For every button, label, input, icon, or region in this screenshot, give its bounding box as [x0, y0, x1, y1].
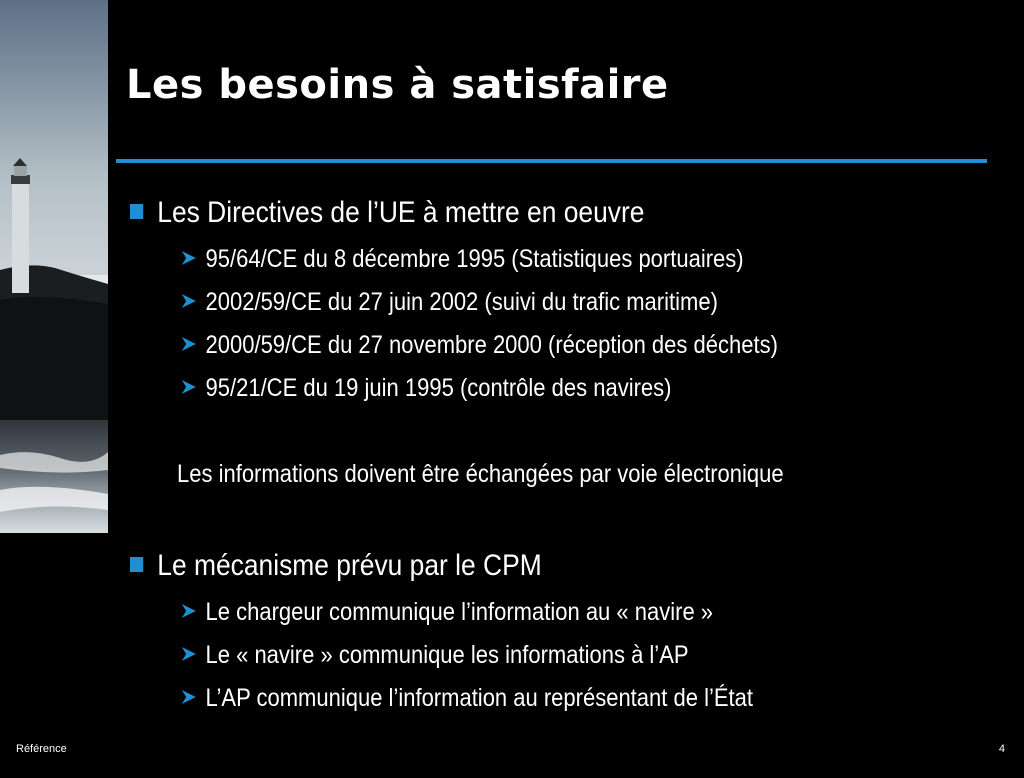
list-item: 95/64/CE du 8 décembre 1995 (Statistiques portuaires) [180, 245, 744, 274]
square-bullet-icon [130, 204, 143, 219]
list-item: 95/21/CE du 19 juin 1995 (contrôle des navires) [180, 374, 671, 403]
arrow-bullet-icon [180, 644, 198, 664]
slide-title: Les besoins à satisfaire [126, 62, 669, 108]
lighthouse-photo [0, 0, 108, 533]
section-heading: Le mécanisme prévu par le CPM [130, 549, 542, 583]
list-item: Le « navire » communique les informations à l’AP [180, 641, 689, 670]
list-item: 2000/59/CE du 27 novembre 2000 (réception des déchets) [180, 331, 778, 360]
arrow-bullet-icon [180, 248, 198, 268]
arrow-bullet-icon [180, 601, 198, 621]
list-item: Le chargeur communique l’information au « navire » [180, 598, 713, 627]
arrow-bullet-icon [180, 291, 198, 311]
arrow-bullet-icon [180, 377, 198, 397]
section-note: Les informations doivent être échangées par voie électronique [177, 460, 784, 488]
footer-reference: Référence [16, 743, 67, 755]
list-item: L’AP communique l’information au représentant de l’État [180, 684, 753, 713]
title-divider [116, 159, 987, 163]
arrow-bullet-icon [180, 334, 198, 354]
square-bullet-icon [130, 557, 143, 572]
page-number: 4 [998, 743, 1005, 755]
list-item: 2002/59/CE du 27 juin 2002 (suivi du trafic maritime) [180, 288, 718, 317]
section-heading: Les Directives de l’UE à mettre en oeuvre [130, 196, 644, 230]
arrow-bullet-icon [180, 687, 198, 707]
